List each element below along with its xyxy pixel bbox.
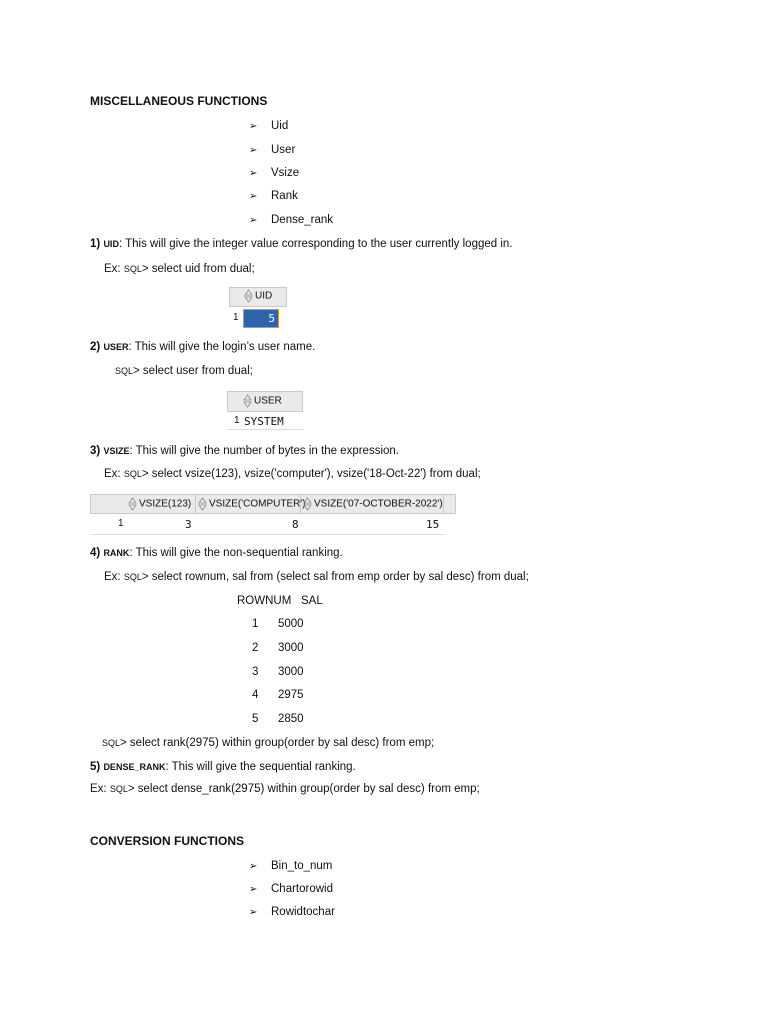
user-example xyxy=(115,365,253,377)
user-definition xyxy=(90,341,315,353)
vsize-ex-prefix: Ex: xyxy=(104,468,124,480)
arrow-bullet-icon: ➢ xyxy=(249,907,258,918)
rank-ex-prefix: Ex: xyxy=(104,571,124,583)
rank-row-sal: 3000 xyxy=(278,642,304,654)
vsize-grid-bottom-rule xyxy=(90,534,446,535)
user-sql-prompt: SQL xyxy=(115,366,134,376)
rank-row-sal: 2975 xyxy=(278,689,304,701)
dense-sql-prompt: SQL xyxy=(109,784,128,794)
arrow-bullet-icon: ➢ xyxy=(249,861,258,872)
uid-query: > select uid from dual; xyxy=(141,263,255,275)
rank-query: > select rownum, sal from (select sal from emp order by sal desc) from dual; xyxy=(141,571,529,583)
misc-bullet-dense-rank: Dense_rank xyxy=(271,214,334,226)
uid-row-number: 1 xyxy=(233,312,239,323)
rank-row-sal: 3000 xyxy=(278,666,304,678)
vsize-description: : This will give the number of bytes in the expression. xyxy=(129,445,399,457)
vsize-col-divider xyxy=(443,494,444,514)
vsize-col-3 xyxy=(303,497,443,511)
conv-bullet-bin-to-num: Bin_to_num xyxy=(271,860,333,872)
vsize-col-1-label: VSIZE(123) xyxy=(139,498,192,510)
dense-rank-number: 5) xyxy=(90,761,101,773)
conv-bullet-rowidtochar: Rowidtochar xyxy=(271,906,335,918)
uid-ex-prefix: Ex: xyxy=(104,263,124,275)
vsize-value-2[interactable]: 8 xyxy=(292,518,299,531)
rank-header-rownum: ROWNUM xyxy=(237,595,292,607)
uid-grid-col xyxy=(244,289,272,303)
vsize-col-2 xyxy=(198,497,306,511)
user-grid-col xyxy=(243,394,282,408)
vsize-row-number: 1 xyxy=(118,518,124,529)
arrow-bullet-icon: ➢ xyxy=(249,121,258,132)
sort-icon[interactable] xyxy=(243,394,252,408)
rank-definition xyxy=(90,547,343,559)
sort-icon[interactable] xyxy=(128,497,137,511)
misc-heading: MISCELLANEOUS FUNCTIONS xyxy=(90,94,268,108)
uid-number: 1) xyxy=(90,238,101,250)
rank-row-sal: 2850 xyxy=(278,713,304,725)
rank-query-2-text: > select rank(2975) within group(order by sal desc) from emp; xyxy=(120,737,435,749)
user-keyword: USER xyxy=(103,342,129,352)
uid-description: : This will give the integer value corresponding to the user currently logged in. xyxy=(118,238,513,250)
rank-row-rownum: 5 xyxy=(252,713,259,725)
rank-row-rownum: 1 xyxy=(252,618,259,630)
rank-keyword: RANK xyxy=(103,548,130,558)
sort-icon[interactable] xyxy=(244,289,253,303)
arrow-bullet-icon: ➢ xyxy=(249,191,258,202)
vsize-definition xyxy=(90,445,399,457)
conv-bullet-chartorowid: Chartorowid xyxy=(271,883,333,895)
user-col-label: USER xyxy=(254,395,282,407)
vsize-sql-prompt: SQL xyxy=(123,469,142,479)
dense-rank-keyword: DENSE_RANK xyxy=(103,762,166,772)
vsize-col-2-label: VSIZE('COMPUTER') xyxy=(209,498,306,510)
vsize-example xyxy=(104,468,481,480)
rank-row-rownum: 2 xyxy=(252,642,259,654)
rank-query-2 xyxy=(102,737,434,749)
sort-icon[interactable] xyxy=(303,497,312,511)
vsize-col-divider xyxy=(195,494,196,514)
rank-row-sal: 5000 xyxy=(278,618,304,630)
vsize-number: 3) xyxy=(90,445,101,457)
rank-number: 4) xyxy=(90,547,101,559)
vsize-value-1[interactable]: 3 xyxy=(185,518,192,531)
uid-col-label: UID xyxy=(255,290,273,302)
user-value-cell[interactable]: SYSTEM xyxy=(244,415,284,428)
misc-bullet-rank: Rank xyxy=(271,190,298,202)
rank-description: : This will give the non-sequential ranking. xyxy=(129,547,343,559)
vsize-value-3[interactable]: 15 xyxy=(426,518,440,531)
arrow-bullet-icon: ➢ xyxy=(249,215,258,226)
rank-header-sal: SAL xyxy=(301,595,323,607)
user-row-number: 1 xyxy=(234,415,240,426)
user-grid-bottom-rule xyxy=(227,429,303,430)
rank-sql-prompt-2: SQL xyxy=(102,738,121,748)
rank-row-rownum: 4 xyxy=(252,689,259,701)
user-description: : This will give the login’s user name. xyxy=(128,341,316,353)
dense-rank-example xyxy=(90,783,480,795)
conversion-heading: CONVERSION FUNCTIONS xyxy=(90,834,245,848)
uid-definition xyxy=(90,238,513,250)
dense-rank-description: : This will give the sequential ranking. xyxy=(165,761,356,773)
uid-value-cell[interactable]: 5 xyxy=(243,309,279,328)
dense-ex-prefix: Ex: xyxy=(90,783,110,795)
arrow-bullet-icon: ➢ xyxy=(249,884,258,895)
vsize-query: > select vsize(123), vsize('computer'), vsize('18-Oct-22') from dual; xyxy=(141,468,481,480)
vsize-keyword: VSIZE xyxy=(103,446,130,456)
dense-query: > select dense_rank(2975) within group(order by sal desc) from emp; xyxy=(127,783,480,795)
vsize-col-1 xyxy=(128,497,191,511)
uid-keyword: UID xyxy=(103,239,119,249)
arrow-bullet-icon: ➢ xyxy=(249,145,258,156)
sort-icon[interactable] xyxy=(198,497,207,511)
user-query: > select user from dual; xyxy=(133,365,253,377)
rank-example xyxy=(104,571,529,583)
arrow-bullet-icon: ➢ xyxy=(249,168,258,179)
misc-bullet-vsize: Vsize xyxy=(271,167,300,179)
vsize-col-3-label: VSIZE('07-OCTOBER-2022') xyxy=(314,498,443,510)
rank-sql-prompt: SQL xyxy=(123,572,142,582)
misc-bullet-user: User xyxy=(271,144,296,156)
rank-row-rownum: 3 xyxy=(252,666,259,678)
dense-rank-definition xyxy=(90,761,356,773)
uid-sql-prompt: SQL xyxy=(123,264,142,274)
uid-example xyxy=(104,263,255,275)
misc-bullet-uid: Uid xyxy=(271,120,289,132)
user-number: 2) xyxy=(90,341,101,353)
